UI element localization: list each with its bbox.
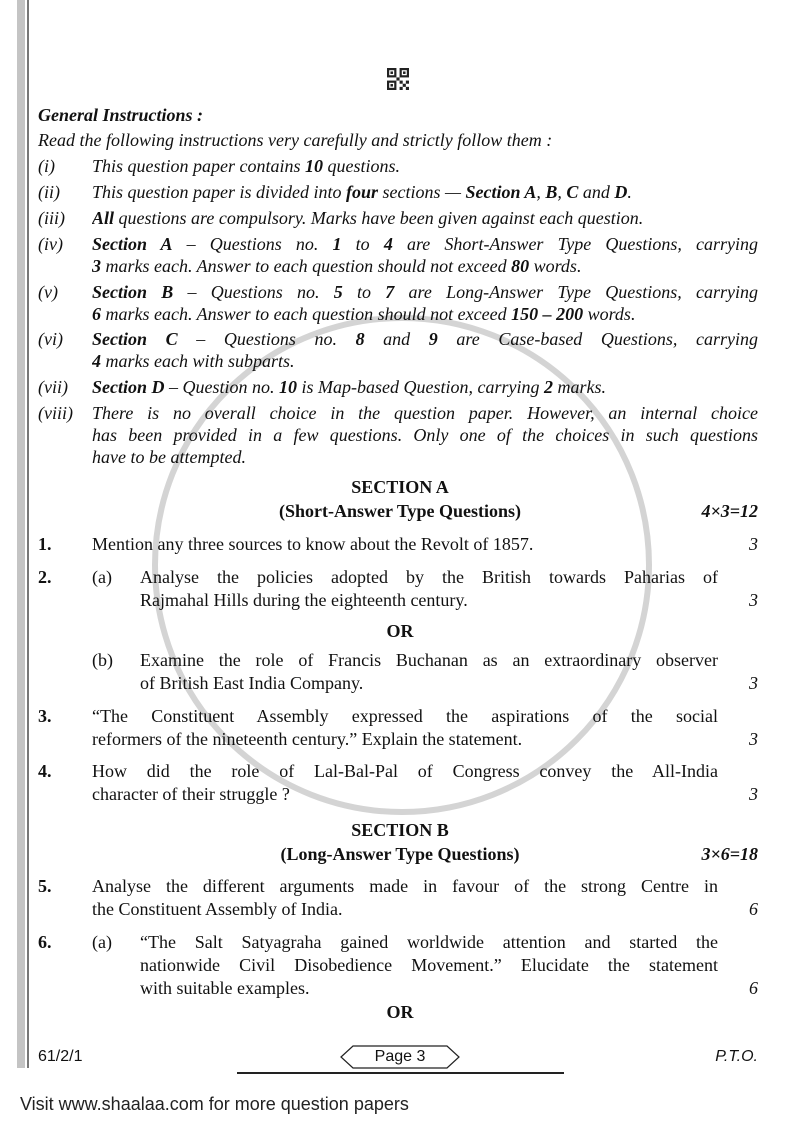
- question-number: 6.: [38, 932, 52, 952]
- pto-label: P.T.O.: [715, 1048, 758, 1065]
- question-marks: 6: [749, 978, 758, 998]
- instruction-text: [92, 207, 758, 229]
- bold-text-segment: 2: [544, 377, 553, 397]
- bold-text-segment: 10: [279, 377, 298, 397]
- paper-code: 61/2/1: [38, 1048, 83, 1065]
- text-segment: – Questions no.: [173, 282, 334, 302]
- text-segment: – Questions no.: [172, 234, 333, 254]
- question-subpart: (a): [92, 567, 112, 587]
- text-line: [92, 328, 758, 350]
- text-segment: have to be attempted.: [92, 447, 246, 467]
- text-segment: reformers of the nineteenth century.” Explain the statement.: [92, 729, 523, 749]
- visit-link-text: Visit www.shaalaa.com for more question papers: [20, 1094, 409, 1114]
- question-number: 1.: [38, 534, 52, 554]
- text-segment: How did the role of Lal-Bal-Pal of Congress convey the All-India: [92, 761, 718, 781]
- instruction-number: (vi): [38, 329, 63, 349]
- text-segment: are Short-Answer Type Questions, carrying: [392, 234, 758, 254]
- instruction-number: (iii): [38, 208, 65, 228]
- bold-text-segment: four: [346, 182, 379, 202]
- instruction-text: [92, 281, 758, 325]
- text-segment: questions are compulsory. Marks have been given against each question.: [114, 208, 644, 228]
- instructions-intro: Read the following instructions very carefully and strictly follow them :: [38, 130, 553, 150]
- text-line: [140, 649, 718, 672]
- text-segment: and: [578, 182, 615, 202]
- text-segment: Analyse the policies adopted by the British towards Paharias of: [140, 567, 718, 587]
- bold-text-segment: Section D: [92, 377, 165, 397]
- instruction-number: (iv): [38, 234, 63, 254]
- page-left-border-line: [27, 0, 29, 1068]
- text-segment: ,: [536, 182, 546, 202]
- text-line: [140, 672, 718, 695]
- question-text: [140, 931, 718, 1000]
- instruction-number: (i): [38, 156, 55, 176]
- text-segment: words.: [529, 256, 582, 276]
- instruction-text: [92, 402, 758, 468]
- bold-text-segment: 7: [385, 282, 395, 302]
- text-line: [92, 207, 758, 229]
- bold-text-segment: 1: [332, 234, 342, 254]
- text-line: [92, 255, 758, 277]
- question-number: 3.: [38, 706, 52, 726]
- section-b-total-marks: 3×6=18: [701, 844, 758, 864]
- section-a-title: SECTION A: [351, 477, 449, 497]
- text-line: [92, 233, 758, 255]
- text-segment: marks each. Answer to each question should not exceed: [101, 304, 512, 324]
- or-separator: OR: [386, 621, 414, 641]
- text-segment: marks each with subparts.: [101, 351, 295, 371]
- text-line: [92, 760, 718, 783]
- question-marks: 3: [749, 729, 758, 749]
- text-line: [92, 705, 718, 728]
- text-line: [92, 281, 758, 303]
- text-segment: This question paper is divided into: [92, 182, 346, 202]
- text-segment: – Question no.: [164, 377, 280, 397]
- text-line: [92, 728, 718, 751]
- text-segment: .: [627, 182, 632, 202]
- instruction-text: [92, 155, 758, 177]
- text-line: [92, 898, 718, 921]
- or-separator: OR: [386, 1002, 414, 1022]
- text-segment: “The Salt Satyagraha gained worldwide attention and started the: [140, 932, 718, 952]
- text-line: [140, 566, 718, 589]
- text-segment: Examine the role of Francis Buchanan as an extraordinary observer: [140, 650, 718, 670]
- text-segment: with suitable examples.: [140, 978, 310, 998]
- question-subpart: (a): [92, 932, 112, 952]
- text-segment: – Questions no.: [177, 329, 356, 349]
- text-line: [92, 376, 758, 398]
- qr-code-icon: [387, 68, 409, 90]
- bold-text-segment: All: [92, 208, 115, 228]
- question-text: [92, 760, 718, 806]
- bold-text-segment: 9: [428, 329, 438, 349]
- question-marks: 3: [749, 784, 758, 804]
- instruction-number: (ii): [38, 182, 60, 202]
- section-b-subtitle: (Long-Answer Type Questions): [280, 844, 520, 864]
- instruction-text: [92, 376, 758, 398]
- text-segment: nationwide Civil Disobedience Movement.” Elucidate the statement: [140, 955, 718, 975]
- instructions-heading: General Instructions :: [38, 105, 204, 125]
- question-text: [92, 875, 718, 921]
- bold-text-segment: Section B: [92, 282, 174, 302]
- text-line: [92, 783, 718, 806]
- text-line: [92, 446, 758, 468]
- text-segment: “The Constituent Assembly expressed the aspirations of the social: [92, 706, 718, 726]
- text-segment: Rajmahal Hills during the eighteenth century.: [140, 590, 468, 610]
- question-marks: 3: [749, 590, 758, 610]
- bold-text-segment: B: [545, 182, 558, 202]
- text-segment: Analyse the different arguments made in favour of the strong Centre in: [92, 876, 718, 896]
- text-line: [92, 875, 718, 898]
- instruction-number: (vii): [38, 377, 68, 397]
- bold-text-segment: 10: [305, 156, 324, 176]
- text-segment: questions.: [323, 156, 401, 176]
- bold-text-segment: C: [566, 182, 579, 202]
- text-segment: is Map-based Question, carrying: [297, 377, 544, 397]
- page-left-border: [17, 0, 25, 1068]
- footer-rule: [237, 1072, 564, 1074]
- bold-text-segment: Section C: [92, 329, 178, 349]
- bold-text-segment: D: [614, 182, 628, 202]
- bold-text-segment: 5: [333, 282, 343, 302]
- text-segment: and: [364, 329, 429, 349]
- question-marks: 3: [749, 673, 758, 693]
- text-line: [92, 533, 718, 556]
- instruction-text: [92, 181, 758, 203]
- text-line: [92, 424, 758, 446]
- text-segment: are Case-based Questions, carrying: [437, 329, 758, 349]
- text-segment: marks each. Answer to each question should not exceed: [101, 256, 512, 276]
- text-line: [92, 402, 758, 424]
- bold-text-segment: 3: [92, 256, 101, 276]
- question-subpart: (b): [92, 650, 113, 670]
- text-segment: marks.: [553, 377, 606, 397]
- instruction-text: [92, 328, 758, 372]
- bold-text-segment: 8: [355, 329, 365, 349]
- section-b-title: SECTION B: [351, 820, 449, 840]
- text-segment: to: [342, 282, 386, 302]
- text-segment: has been provided in a few questions. Only one of the choices in such questions: [92, 425, 758, 445]
- text-line: [140, 954, 718, 977]
- bold-text-segment: 6: [92, 304, 101, 324]
- text-line: [140, 931, 718, 954]
- question-marks: 6: [749, 899, 758, 919]
- text-segment: to: [341, 234, 384, 254]
- text-segment: Mention any three sources to know about the Revolt of 1857.: [92, 534, 534, 554]
- bold-text-segment: 4: [92, 351, 101, 371]
- text-line: [92, 303, 758, 325]
- question-text: [92, 533, 718, 556]
- question-number: 5.: [38, 876, 52, 896]
- text-line: [140, 589, 718, 612]
- question-marks: 3: [749, 534, 758, 554]
- text-line: [92, 155, 758, 177]
- text-line: [92, 181, 758, 203]
- question-number: 2.: [38, 567, 52, 587]
- instruction-number: (viii): [38, 403, 73, 423]
- bold-text-segment: Section A: [465, 182, 537, 202]
- text-segment: the Constituent Assembly of India.: [92, 899, 343, 919]
- bold-text-segment: 80: [511, 256, 530, 276]
- question-text: [140, 649, 718, 695]
- text-segment: This question paper contains: [92, 156, 306, 176]
- text-segment: are Long-Answer Type Questions, carrying: [394, 282, 758, 302]
- bold-text-segment: 4: [383, 234, 393, 254]
- text-line: [92, 350, 758, 372]
- section-a-subtitle: (Short-Answer Type Questions): [278, 501, 521, 521]
- text-segment: words.: [583, 304, 636, 324]
- question-text: [92, 705, 718, 751]
- text-segment: There is no overall choice in the question paper. However, an internal choice: [92, 403, 758, 423]
- bold-text-segment: 150 – 200: [511, 304, 584, 324]
- text-segment: sections —: [378, 182, 466, 202]
- question-number: 4.: [38, 761, 52, 781]
- instruction-number: (v): [38, 282, 58, 302]
- text-segment: of British East India Company.: [140, 673, 364, 693]
- question-text: [140, 566, 718, 612]
- text-line: [140, 977, 718, 1000]
- page-number: Page 3: [374, 1048, 426, 1065]
- bold-text-segment: Section A: [92, 234, 173, 254]
- instruction-text: [92, 233, 758, 277]
- section-a-total-marks: 4×3=12: [701, 501, 758, 521]
- text-segment: character of their struggle ?: [92, 784, 290, 804]
- text-segment: ,: [557, 182, 567, 202]
